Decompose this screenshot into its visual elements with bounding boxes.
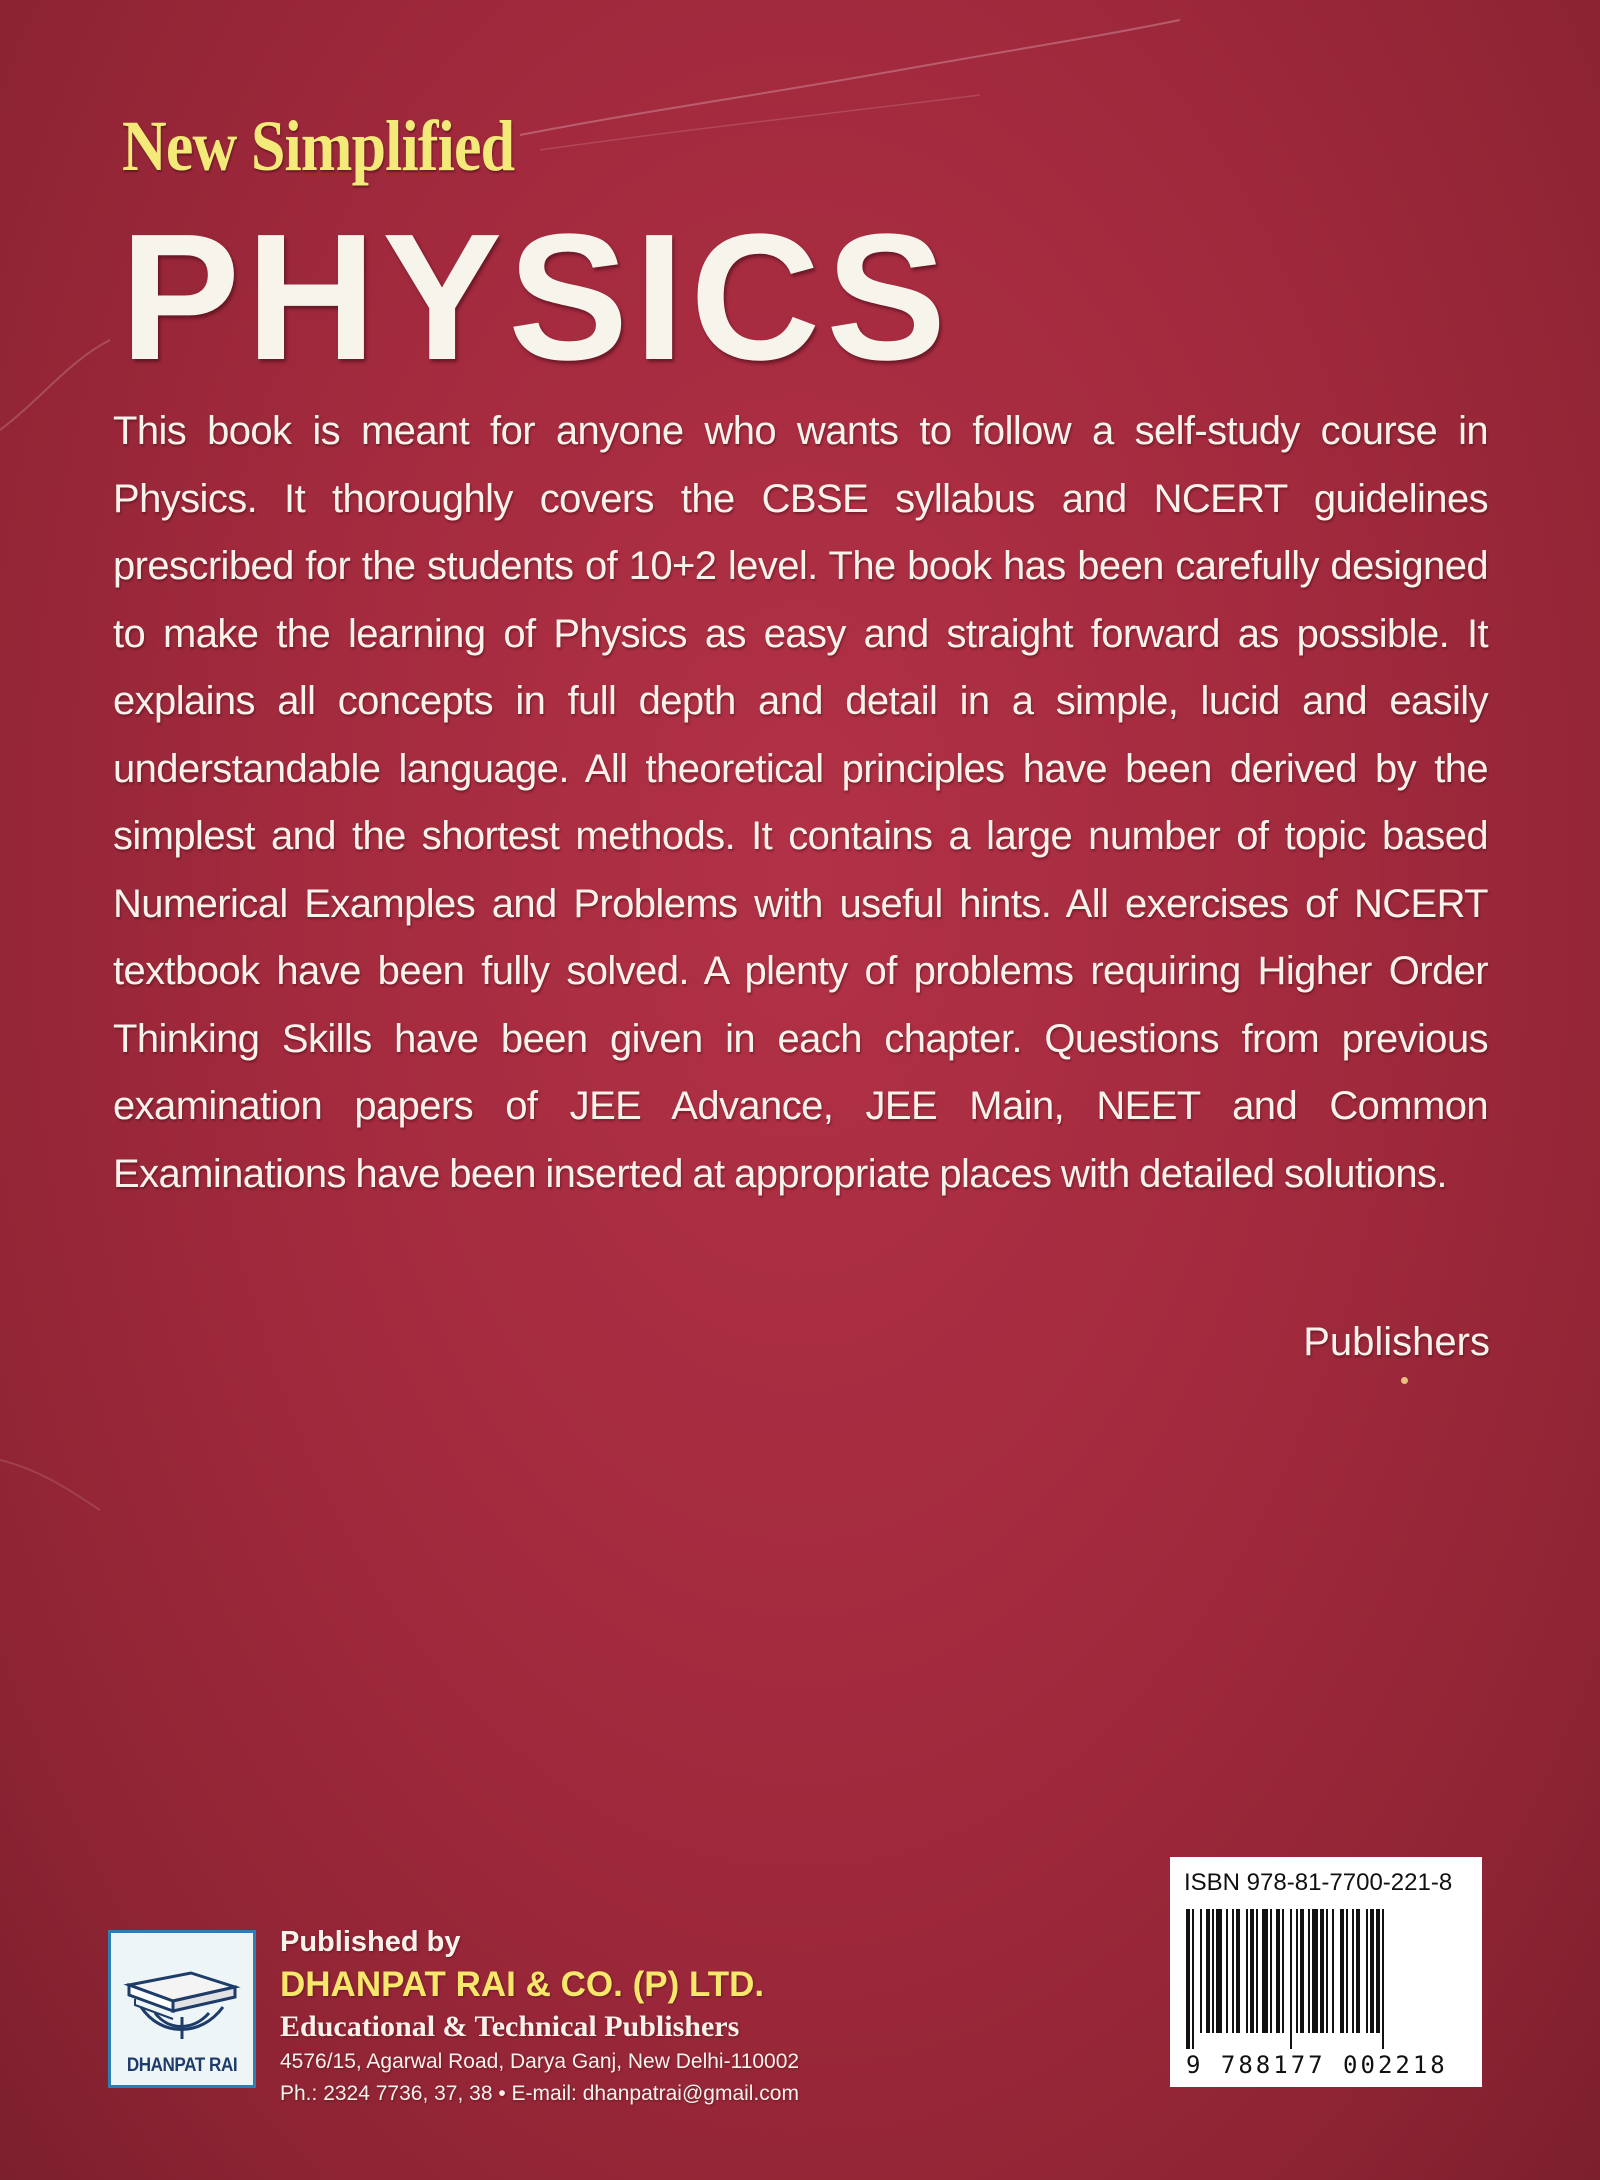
barcode-bar — [1192, 1909, 1194, 2049]
barcode-bar — [1250, 1909, 1254, 2033]
barcode-bar — [1356, 1909, 1360, 2033]
barcode-bar — [1370, 1909, 1374, 2033]
barcode-bar — [1366, 1909, 1368, 2033]
published-by-label: Published by — [280, 1926, 461, 1958]
barcode-bar — [1232, 1909, 1234, 2033]
publisher-address: 4576/15, Agarwal Road, Darya Ganj, New Delhi-110002 — [280, 2050, 800, 2073]
publisher-info — [280, 1922, 799, 2110]
barcode-bar — [1296, 1909, 1298, 2033]
book-description: This book is meant for anyone who wants to follow a self-study course in Physics. It thoroughly covers the CBSE syllabus and NCERT guidelines prescribed for the students of 10+2 level. The book has been carefully designed to make the learning of Physics as easy and straight forward as possible. It explains all concepts in full depth and detail in a simple, lucid and easily understandable language. All theoretical principles have been derived by the simplest and the shortest methods. It contains a large number of topic based Numerical Examples and Problems with useful hints. All exercises of NCERT textbook have been fully solved. A plenty of problems requiring Higher Order Thinking Skills have been given in each chapter. Questions from previous examination papers of JEE Advance, JEE Main, NEET and Common Examinations have been inserted at appropriate places with detailed solutions. — [113, 409, 1488, 1196]
barcode-bar — [1352, 1909, 1354, 2033]
logo-caption: DHANPAT RAI — [126, 2055, 238, 2076]
barcode-bar — [1346, 1909, 1348, 2033]
barcode-bar — [1186, 1909, 1190, 2049]
barcode-bar — [1256, 1909, 1258, 2033]
book-stack-icon — [121, 1947, 243, 2047]
barcode-bar — [1382, 1909, 1384, 2049]
barcode-bar — [1290, 1909, 1292, 2049]
barcode-bar — [1320, 1909, 1324, 2033]
publisher-logo — [108, 1930, 256, 2088]
series-title: New Simplified — [122, 106, 515, 186]
barcode-bar — [1340, 1909, 1344, 2033]
publisher-contact: Ph.: 2324 7736, 37, 38 • E-mail: dhanpatrai@gmail.com — [280, 2082, 799, 2105]
barcode-bar — [1206, 1909, 1210, 2033]
publishers-signature: Publishers — [1303, 1320, 1490, 1364]
barcode-bar — [1216, 1909, 1222, 2033]
barcode-bar — [1276, 1909, 1280, 2033]
speck-decoration — [1401, 1377, 1408, 1384]
subject-title: PHYSICS — [120, 197, 953, 398]
barcode-digits: 9 788177 002218 — [1186, 2051, 1448, 2079]
barcode-bar — [1332, 1909, 1334, 2033]
isbn-number: ISBN 978-81-7700-221-8 — [1184, 1869, 1453, 1896]
barcode-bar — [1246, 1909, 1248, 2033]
barcode-bar — [1376, 1909, 1380, 2033]
barcode-bar — [1300, 1909, 1304, 2033]
barcode-bar — [1308, 1909, 1310, 2033]
barcode-bar — [1212, 1909, 1214, 2033]
barcode-graphic — [1182, 1909, 1470, 2049]
barcode-bar — [1282, 1909, 1284, 2033]
barcode-bar — [1236, 1909, 1240, 2033]
barcode-bar — [1226, 1909, 1228, 2033]
barcode-bar — [1270, 1909, 1272, 2033]
publisher-tagline: Educational & Technical Publishers — [280, 2010, 740, 2043]
barcode-bar — [1326, 1909, 1328, 2033]
isbn-barcode-panel — [1170, 1857, 1482, 2087]
barcode-bar — [1312, 1909, 1318, 2033]
barcode-bar — [1262, 1909, 1268, 2033]
barcode-bar — [1200, 1909, 1202, 2033]
publisher-name: DHANPAT RAI & CO. (P) LTD. — [280, 1965, 765, 2004]
